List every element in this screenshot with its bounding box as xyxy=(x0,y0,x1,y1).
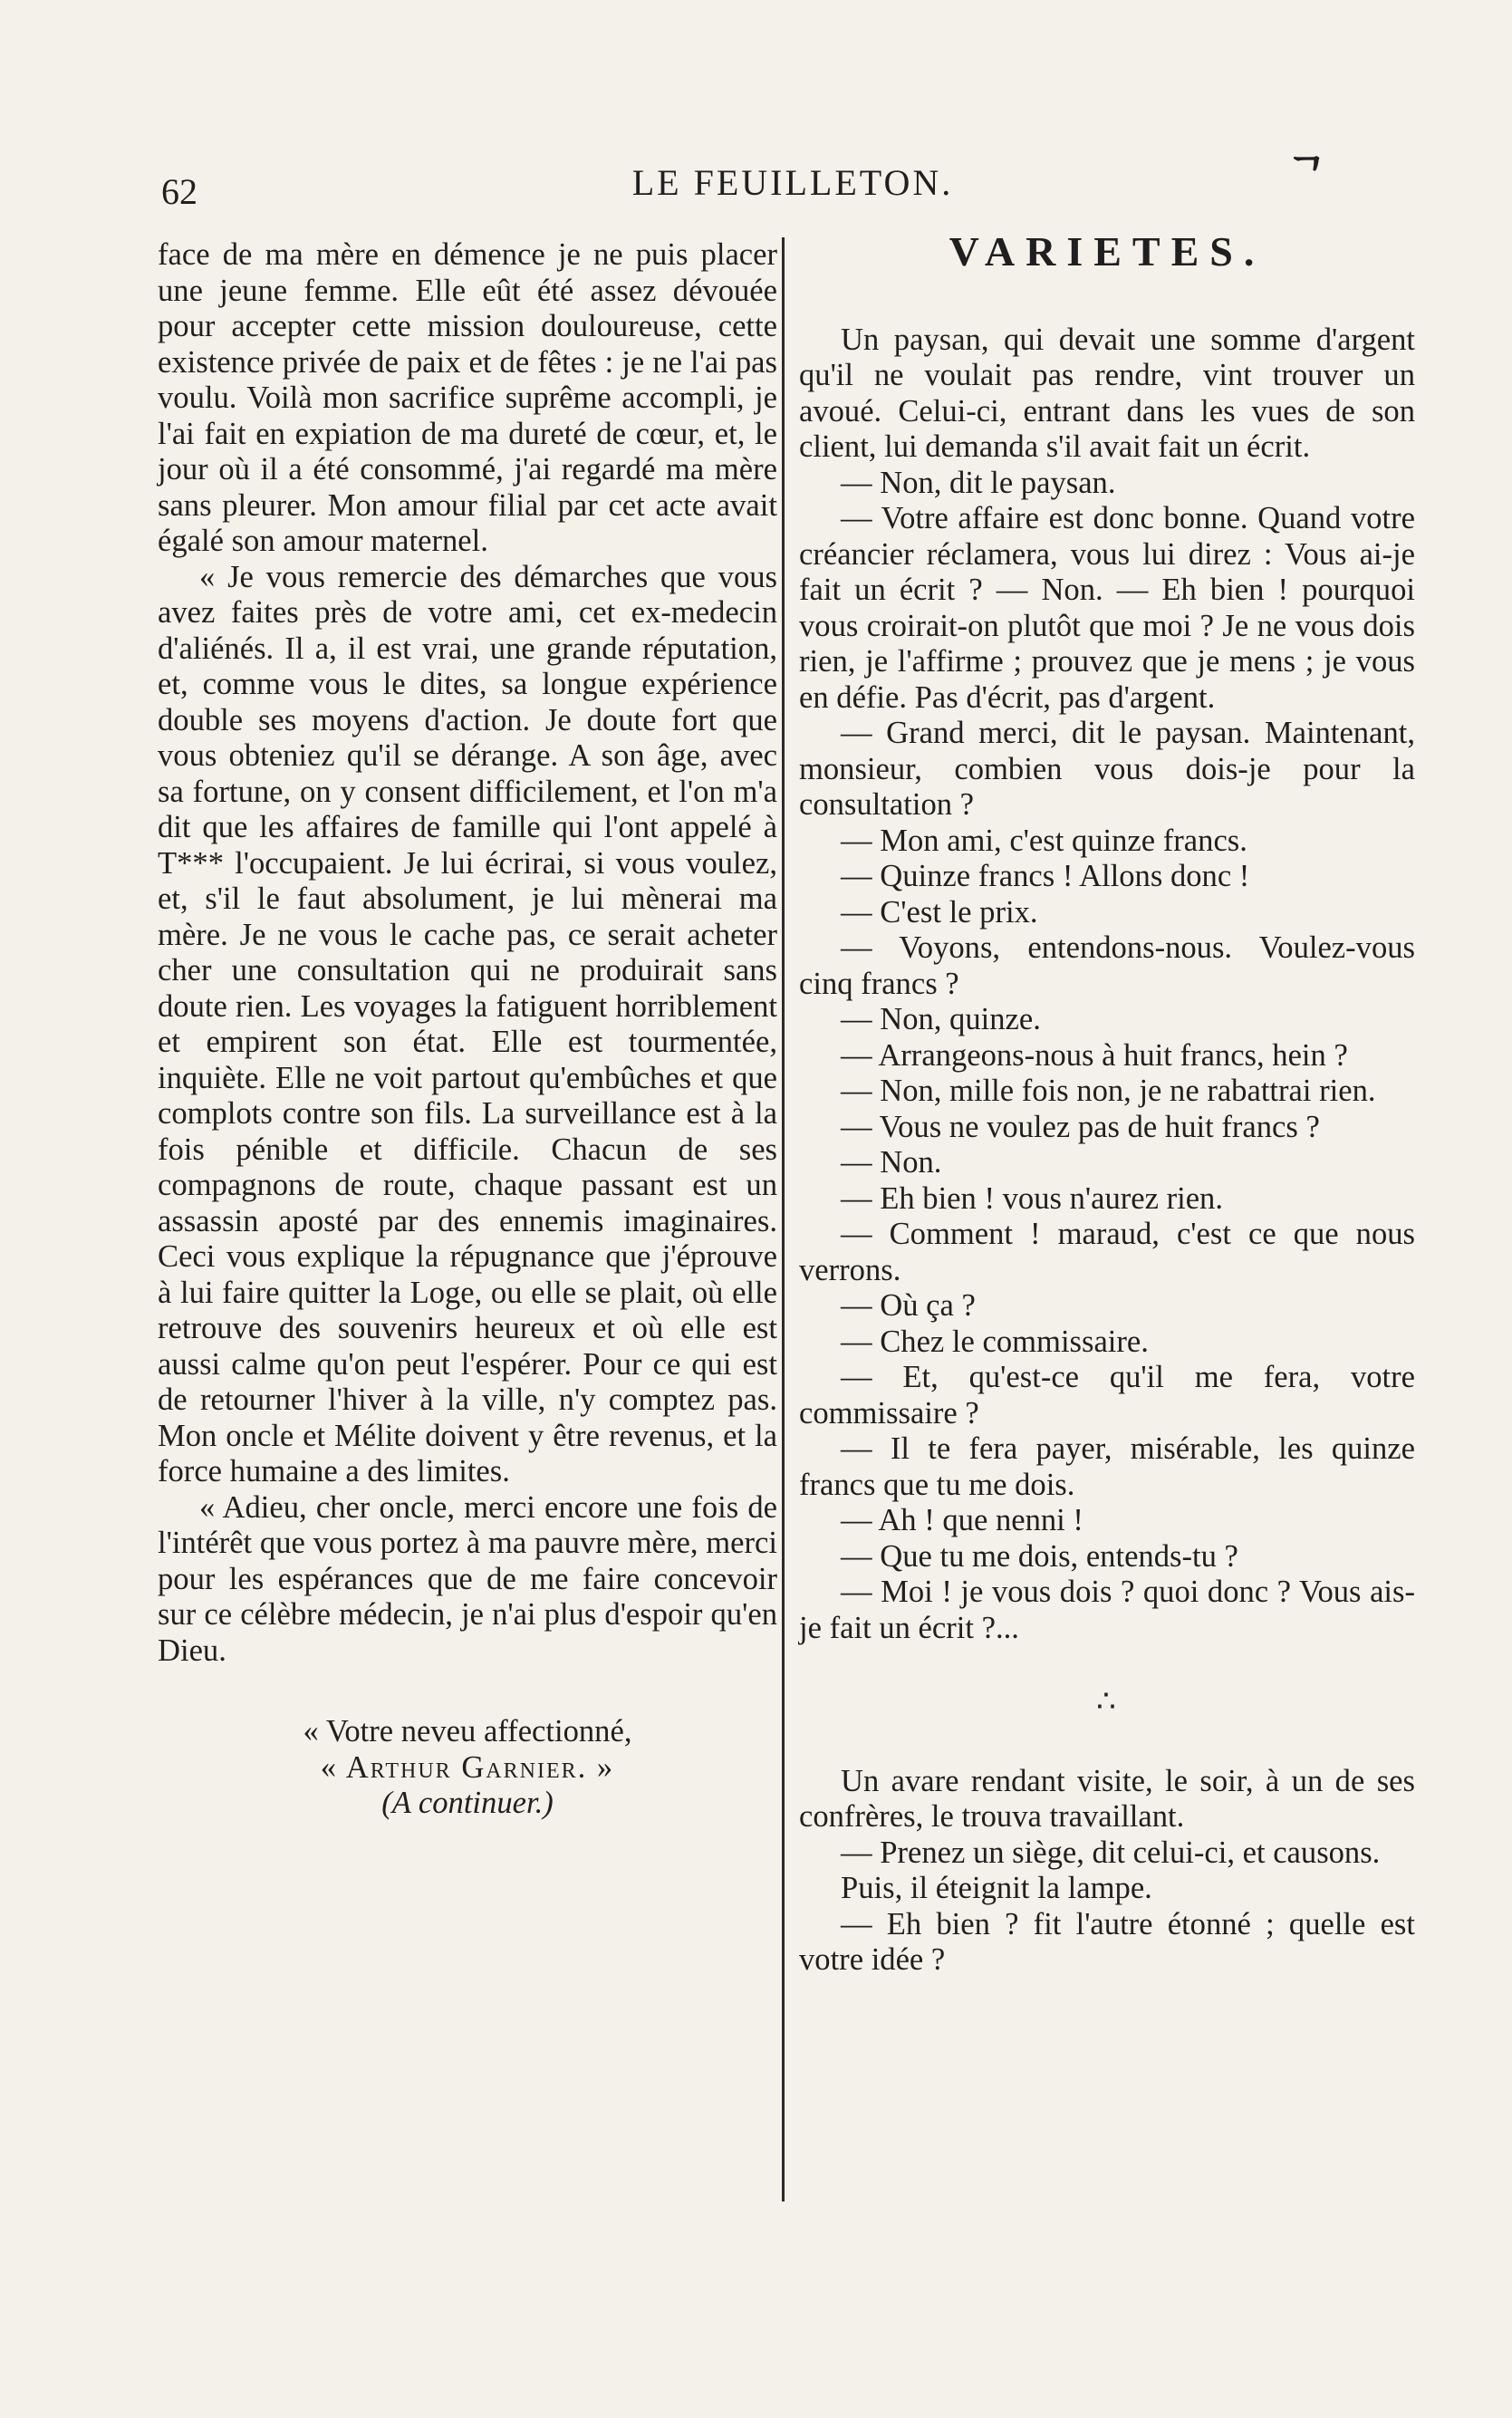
dialogue-line: — Ah ! que nenni ! xyxy=(841,1503,1083,1537)
running-head: LE FEUILLETON. xyxy=(631,162,954,203)
continued-note: (A continuer.) xyxy=(381,1786,554,1820)
dialogue-line: — Votre affaire est donc bonne. Quand votre créancier réclamera, vous lui direz : Vous ai-je fait un écrit ? — Non. — Eh bien ! pourquoi vous croirait-on plutôt que moi ? Je ne vous dois rien, je l'affirme ; prouvez que je mens ; je vous en défie. Pas d'écrit, pas d'argent. xyxy=(799,501,1415,715)
dialogue-line: — Prenez un siège, dit celui-ci, et causons. xyxy=(841,1835,1381,1870)
dialogue-line: — C'est le prix. xyxy=(841,894,1038,930)
dialogue-line: Puis, il éteignit la lampe. xyxy=(841,1871,1152,1905)
story1-intro: Un paysan, qui devait une somme d'argent qu'il ne voulait pas rendre, vint trouver un avoué. Celui-ci, entrant dans les vues de son client, lui demanda s'il avait fait un écrit. xyxy=(799,322,1415,464)
dialogue-line: — Voyons, entendons-nous. Voulez-vous cinq francs ? xyxy=(799,930,1415,1001)
page-number: 62 xyxy=(161,171,197,212)
dialogue-line: — Non, quinze. xyxy=(841,1002,1041,1036)
dialogue-line: — Non, mille fois non, je ne rabattrai rien. xyxy=(841,1074,1376,1108)
section-title: VARIETES. xyxy=(949,228,1266,275)
letter-closing xyxy=(158,1714,777,1822)
dialogue-line: — Et, qu'est-ce qu'il me fera, votre commissaire ? xyxy=(799,1360,1415,1431)
right-column xyxy=(799,228,1415,1979)
dialogue-line: — Vous ne voulez pas de huit francs ? xyxy=(841,1109,1320,1144)
left-column xyxy=(158,237,777,1822)
dialogue-line: — Comment ! maraud, c'est ce que nous verrons. xyxy=(799,1217,1415,1287)
dialogue-line: — Mon ami, c'est quinze francs. xyxy=(841,823,1247,858)
dialogue-line: — Non, dit le paysan. xyxy=(841,465,1116,500)
dialogue-line: — Moi ! je vous dois ? quoi donc ? Vous ais-je fait un écrit ?... xyxy=(799,1575,1415,1645)
salutation: « Votre neveu affectionné, xyxy=(303,1714,632,1748)
dialogue-line: — Chez le commissaire. xyxy=(841,1324,1149,1359)
dialogue-line: — Que tu me dois, entends-tu ? xyxy=(841,1538,1238,1574)
dialogue-line: — Grand merci, dit le paysan. Maintenant, monsieur, combien vous dois-je pour la consultation ? xyxy=(799,716,1415,822)
section-separator: ∴ xyxy=(1096,1685,1118,1719)
dialogue-line: — Eh bien ? fit l'autre étonné ; quelle est votre idée ? xyxy=(799,1906,1415,1977)
dialogue-line: — Il te fera payer, misérable, les quinze francs que tu me dois. xyxy=(799,1431,1415,1502)
story2-intro: Un avare rendant visite, le soir, à un de ses confrères, le trouva travaillant. xyxy=(799,1763,1415,1834)
dialogue-line: — Où ça ? xyxy=(841,1288,976,1323)
left-paragraph-2: « Je vous remercie des démarches que vous avez faites près de votre ami, cet ex-medecin d'aliénés. Il a, il est vrai, une grande réputation, et, comme vous le dites, sa longue expérience double ses moyens d'action. Je doute fort que vous obteniez qu'il se dérange. A son âge, avec sa fortune, on y consent difficilement, et l'on m'a dit que les affaires de famille qui l'ont appelé à T*** l'occupaient. Je lui écrirai, si vous voulez, et, s'il le faut absolument, je lui mènerai ma mère. Je ne vous le cache pas, ce serait acheter cher une consultation qui ne produirait sans doute rien. Les voyages la fatiguent horriblement et empirent son état. Elle est tourmentée, inquiète. Elle ne voit partout qu'embûches et que complots contre son fils. La surveillance est à la fois pénible et difficile. Chacun de ses compagnons de route, chaque passant est un assassin aposté par des ennemis imaginaires. Ceci vous explique la répugnance que j'éprouve à lui faire quitter la Loge, ou elle se plait, où elle retrouve des souvenirs heureux et où elle est aussi calme qu'on peut l'espérer. Pour ce qui est de retourner l'hiver à la ville, n'y comptez pas. Mon oncle et Mélite doivent y être revenus, et la force humaine a des limites. xyxy=(158,559,777,1488)
corner-mark: ᄀ xyxy=(1286,153,1327,199)
dialogue-line: — Quinze francs ! Allons donc ! xyxy=(841,859,1250,893)
left-paragraph-3: « Adieu, cher oncle, merci encore une fois de l'intérêt que vous portez à ma pauvre mère, merci pour les espérances que de me faire concevoir sur ce célèbre médecin, je n'ai plus d'espoir qu'en Dieu. xyxy=(158,1489,777,1668)
dialogue-line: — Non. xyxy=(841,1145,942,1180)
left-paragraph-1: face de ma mère en démence je ne puis placer une jeune femme. Elle eût été assez dévouée pour accepter cette mission douloureuse, cette existence privée de paix et de fêtes : je ne l'ai pas voulu. Voilà mon sacrifice suprême accompli, je l'ai fait en expiation de ma dureté de cœur, et, le jour où il a été consommé, j'ai regardé ma mère sans pleurer. Mon amour filial par cet acte avait égalé son amour maternel. xyxy=(158,237,777,558)
dialogue-line: — Eh bien ! vous n'aurez rien. xyxy=(841,1180,1223,1216)
column-rule xyxy=(782,237,785,2201)
signature: « Arthur Garnier. » xyxy=(320,1749,615,1785)
dialogue-line: — Arrangeons-nous à huit francs, hein ? xyxy=(841,1037,1348,1073)
